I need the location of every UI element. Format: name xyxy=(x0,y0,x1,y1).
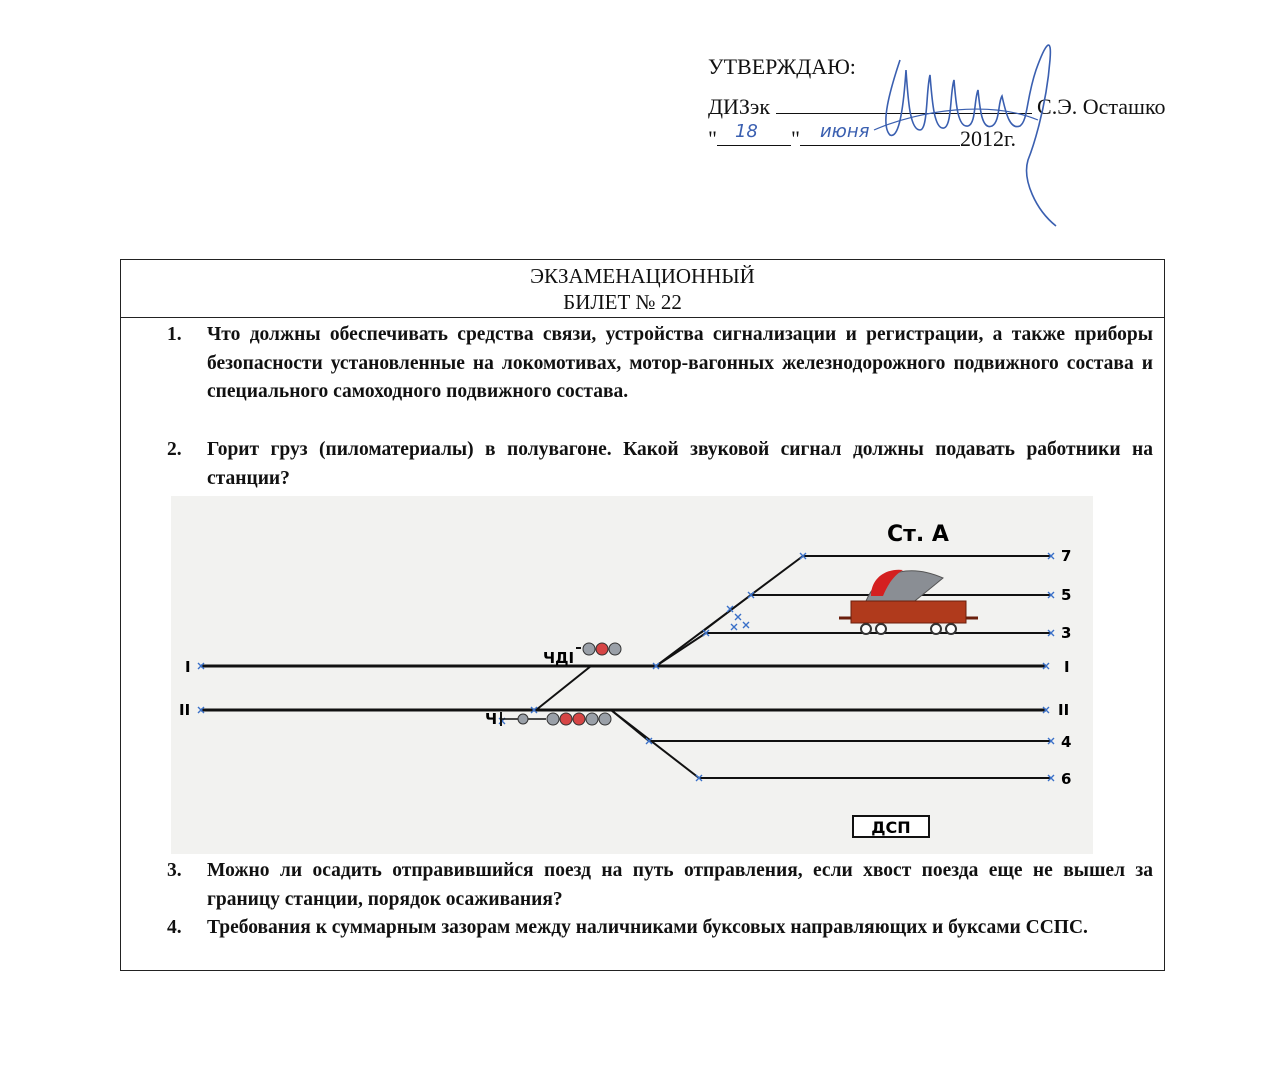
approval-title: УТВЕРЖДАЮ: xyxy=(708,54,856,79)
question-2 xyxy=(167,436,1153,493)
signal-ch xyxy=(501,712,611,726)
question-text: Горит груз (пиломатериалы) в полувагоне. Какой звуковой сигнал должны подавать работники на станции? xyxy=(207,439,1153,489)
ticket-title-line2: БИЛЕТ № 22 xyxy=(563,290,682,314)
question-1 xyxy=(167,321,1153,407)
track-label-4: 4 xyxy=(1061,733,1072,751)
question-text: Можно ли осадить отправившийся поезд на путь отправления, если хвост поезда еще не вышел за границу станции, порядок осаживания? xyxy=(207,860,1153,910)
station-track-diagram xyxy=(171,496,1093,854)
question-3 xyxy=(167,857,1153,914)
track-label-left-II: II xyxy=(179,701,191,719)
day-line xyxy=(717,121,791,146)
dsp-label: ДСП xyxy=(871,818,911,837)
ticket-title-line1: ЭКЗАМЕНАЦИОННЫЙ xyxy=(530,264,755,288)
question-number: 4. xyxy=(167,917,182,938)
track-label-5: 5 xyxy=(1061,586,1072,604)
question-number: 3. xyxy=(167,860,182,881)
burning-wagon xyxy=(839,570,978,634)
track-label-right-I: I xyxy=(1064,658,1070,676)
quote-open: " xyxy=(708,126,717,151)
approval-signatory: С.Э. Осташко xyxy=(1037,94,1166,119)
exam-ticket xyxy=(120,259,1165,971)
switch-to-3 xyxy=(656,633,706,666)
track-label-left-I: I xyxy=(185,658,191,676)
question-number: 2. xyxy=(167,439,182,460)
ticket-header xyxy=(121,260,1164,318)
track-label-6: 6 xyxy=(1061,770,1072,788)
track-label-7: 7 xyxy=(1061,547,1072,565)
track-scheme xyxy=(171,496,1093,854)
crossover xyxy=(536,666,591,710)
handwritten-day: 18 xyxy=(734,121,758,142)
quote-close: " xyxy=(790,126,800,151)
station-name: Ст. А xyxy=(887,522,949,547)
track-label-right-II: II xyxy=(1058,701,1070,719)
question-text: Требования к суммарным зазорам между наличниками буксовых направляющих и буксами ССПС. xyxy=(207,917,1088,938)
switch-to-4 xyxy=(611,710,649,741)
signal-ch-label: Ч xyxy=(485,710,498,728)
signal-chd xyxy=(576,643,621,655)
approval-position: ДИЗэк xyxy=(708,94,771,119)
handwritten-month: июня xyxy=(819,121,870,142)
handwritten-signature xyxy=(860,30,1060,230)
approval-year: 2012г. xyxy=(959,126,1017,151)
question-4 xyxy=(167,914,1153,943)
question-number: 1. xyxy=(167,324,182,345)
question-text: Что должны обеспечивать средства связи, устройства сигнализации и регистрации, а также приборы безопасности установленные на локомотивах, мотор-вагонных железнодорожного подвижного состава и специального самоходного подвижного состава. xyxy=(207,324,1153,402)
signal-chd-label: ЧДI xyxy=(543,649,575,667)
track-label-3: 3 xyxy=(1061,624,1072,642)
